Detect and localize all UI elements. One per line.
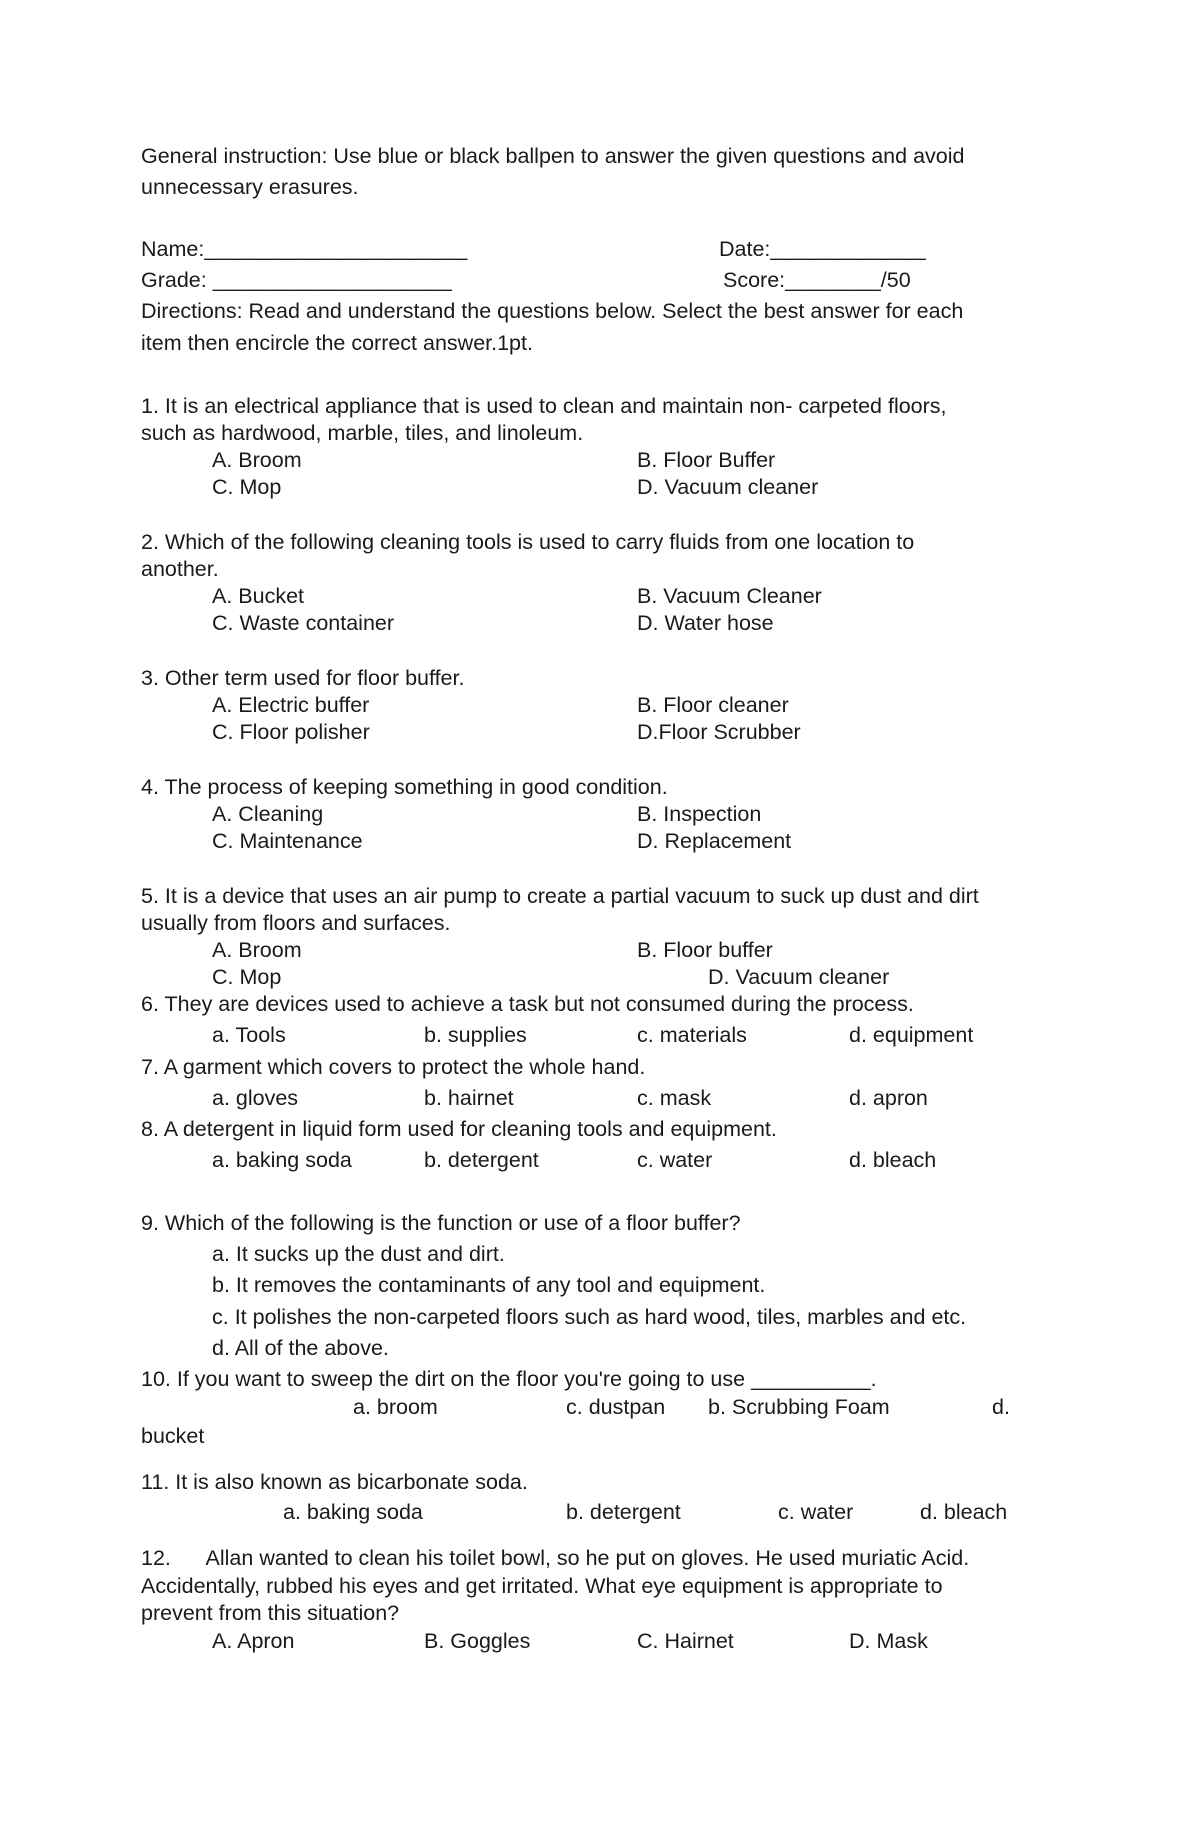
question-3-stem: 3. Other term used for floor buffer. [141,666,465,690]
question-10-stem: 10. If you want to sweep the dirt on the floor you're going to use __________. [141,1367,877,1391]
question-7-choice-a: a. gloves [212,1086,299,1110]
question-2-choice-d: D. Water hose [637,611,774,635]
question-12-stem-line-2: Accidentally, rubbed his eyes and get irritated. What eye equipment is appropriate to [141,1574,943,1598]
question-6-choice-a: a. Tools [212,1023,286,1047]
score-field: Score:________/50 [723,268,911,292]
question-7-choice-c: c. mask [637,1086,712,1110]
question-11-stem: 11. It is also known as bicarbonate soda. [141,1470,528,1494]
general-instruction-line-1: General instruction: Use blue or black ballpen to answer the given questions and avoid [141,144,965,168]
question-5-stem-line-1: 5. It is a device that uses an air pump to create a partial vacuum to suck up dust and dirt [141,884,979,908]
question-2-choice-a: A. Bucket [212,584,305,608]
question-2-stem-line-2: another. [141,557,219,581]
question-5-choice-a: A. Broom [212,938,302,962]
question-10-choice-c: c. dustpan [566,1395,666,1419]
question-4-choice-b: B. Inspection [637,802,762,826]
question-11-choice-b: b. detergent [566,1500,681,1524]
question-3-choice-c: C. Floor polisher [212,720,370,744]
question-5-choice-d: D. Vacuum cleaner [708,965,890,989]
question-2-choice-c: C. Waste container [212,611,395,635]
question-9-choice-a: a. It sucks up the dust and dirt. [212,1242,505,1266]
question-7-choice-b: b. hairnet [424,1086,514,1110]
question-1-choice-c: C. Mop [212,475,282,499]
question-3-choice-b: B. Floor cleaner [637,693,789,717]
question-8-choice-d: d. bleach [849,1148,937,1172]
question-10-choice-a: a. broom [353,1395,438,1419]
question-1-stem-line-1: 1. It is an electrical appliance that is used to clean and maintain non- carpeted floors, [141,394,947,418]
question-3-choice-d: D.Floor Scrubber [637,720,801,744]
question-11-choice-a: a. baking soda [283,1500,423,1524]
question-7-choice-d: d. apron [849,1086,928,1110]
question-4-choice-d: D. Replacement [637,829,792,853]
question-5-choice-c: C. Mop [212,965,282,989]
question-12-stem-line-3: prevent from this situation? [141,1601,400,1625]
question-12-choice-a: A. Apron [212,1629,295,1653]
question-9-choice-d: d. All of the above. [212,1336,389,1360]
question-12-choice-b: B. Goggles [424,1629,531,1653]
question-5-stem-line-2: usually from floors and surfaces. [141,911,451,935]
question-2-choice-b: B. Vacuum Cleaner [637,584,822,608]
question-7-stem: 7. A garment which covers to protect the whole hand. [141,1055,646,1079]
question-1-choice-a: A. Broom [212,448,302,472]
question-6-choice-d: d. equipment [849,1023,974,1047]
question-8-choice-c: c. water [637,1148,713,1172]
question-4-choice-a: A. Cleaning [212,802,324,826]
question-1-choice-d: D. Vacuum cleaner [637,475,819,499]
date-field: Date:_____________ [719,237,926,261]
question-12-choice-c: C. Hairnet [637,1629,734,1653]
question-10-choice-d-text: bucket [141,1424,205,1448]
question-6-stem: 6. They are devices used to achieve a task but not consumed during the process. [141,992,914,1016]
grade-field: Grade: ____________________ [141,268,452,292]
question-9-choice-b: b. It removes the contaminants of any tool and equipment. [212,1273,766,1297]
question-10-choice-d-letter: d. [992,1395,1010,1419]
directions-line-2: item then encircle the correct answer.1pt. [141,331,533,355]
question-9-stem: 9. Which of the following is the function or use of a floor buffer? [141,1211,741,1235]
question-8-choice-a: a. baking soda [212,1148,352,1172]
question-6-choice-c: c. materials [637,1023,747,1047]
name-field: Name:______________________ [141,237,468,261]
question-1-choice-b: B. Floor Buffer [637,448,776,472]
question-12-choice-d: D. Mask [849,1629,928,1653]
question-11-choice-c: c. water [778,1500,854,1524]
question-6-choice-b: b. supplies [424,1023,527,1047]
question-1-stem-line-2: such as hardwood, marble, tiles, and linoleum. [141,421,584,445]
question-11-choice-d: d. bleach [920,1500,1008,1524]
question-8-choice-b: b. detergent [424,1148,539,1172]
question-3-choice-a: A. Electric buffer [212,693,370,717]
question-5-choice-b: B. Floor buffer [637,938,773,962]
question-2-stem-line-1: 2. Which of the following cleaning tools is used to carry fluids from one location to [141,530,915,554]
question-4-choice-c: C. Maintenance [212,829,363,853]
question-8-stem: 8. A detergent in liquid form used for cleaning tools and equipment. [141,1117,777,1141]
question-12-stem-line-1: 12. Allan wanted to clean his toilet bowl, so he put on gloves. He used muriatic Acid. [141,1546,970,1570]
general-instruction-line-2: unnecessary erasures. [141,175,359,199]
question-9-choice-c: c. It polishes the non-carpeted floors such as hard wood, tiles, marbles and etc. [212,1305,967,1329]
question-10-choice-b: b. Scrubbing Foam [708,1395,890,1419]
question-4-stem: 4. The process of keeping something in good condition. [141,775,668,799]
directions-line-1: Directions: Read and understand the questions below. Select the best answer for each [141,299,964,323]
